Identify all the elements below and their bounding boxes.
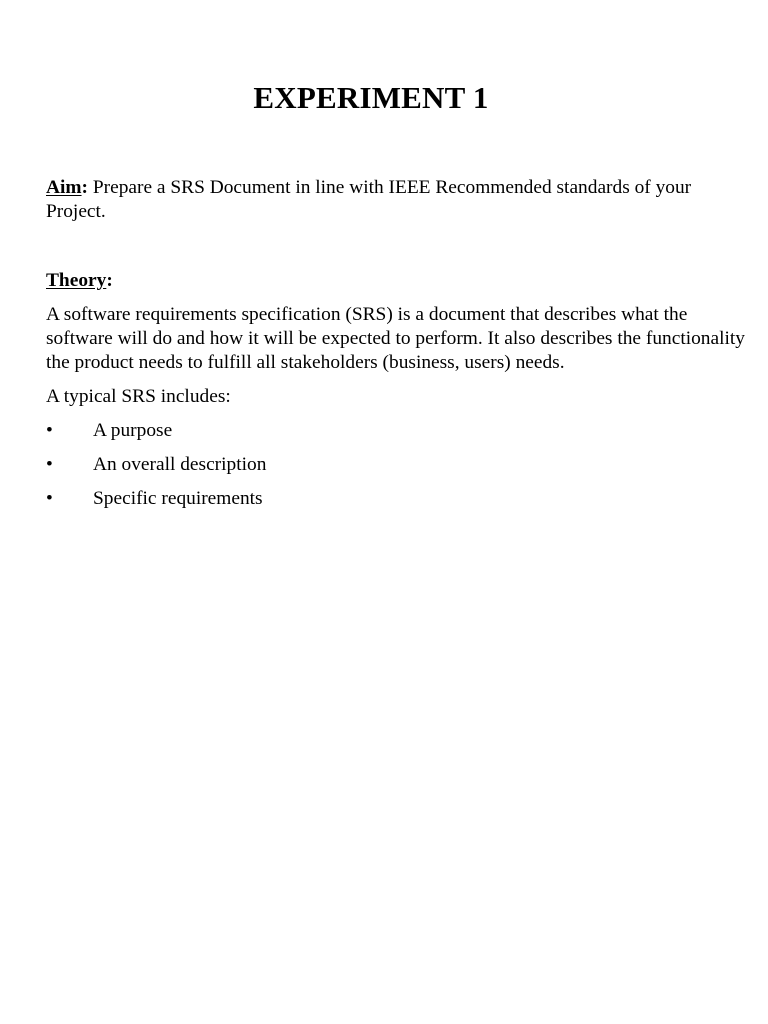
includes-intro: A typical SRS includes: bbox=[46, 386, 231, 407]
theory-heading bbox=[46, 269, 736, 293]
aim-colon: : bbox=[81, 177, 89, 198]
bullet-icon: • bbox=[46, 454, 53, 475]
list-item-text: Specific requirements bbox=[93, 488, 263, 509]
aim-paragraph bbox=[46, 176, 736, 224]
list-item-text: An overall description bbox=[93, 454, 267, 475]
bullet-icon: • bbox=[46, 420, 53, 441]
aim-text: Prepare a SRS Document in line with IEEE Recommended standards of your Project. bbox=[46, 177, 692, 222]
aim-label: Aim bbox=[46, 177, 82, 198]
theory-paragraph: A software requirements specification (SRS) is a document that describes what the software will do and how it will be expected to perform. It also describes the functionality the product needs to fulfill all stakeholders (business, users) needs. bbox=[46, 304, 745, 373]
bullet-icon: • bbox=[46, 488, 53, 509]
theory-label: Theory bbox=[46, 270, 107, 291]
theory-colon: : bbox=[106, 270, 113, 291]
document-title: EXPERIMENT 1 bbox=[253, 80, 489, 115]
list-item-text: A purpose bbox=[93, 420, 173, 441]
